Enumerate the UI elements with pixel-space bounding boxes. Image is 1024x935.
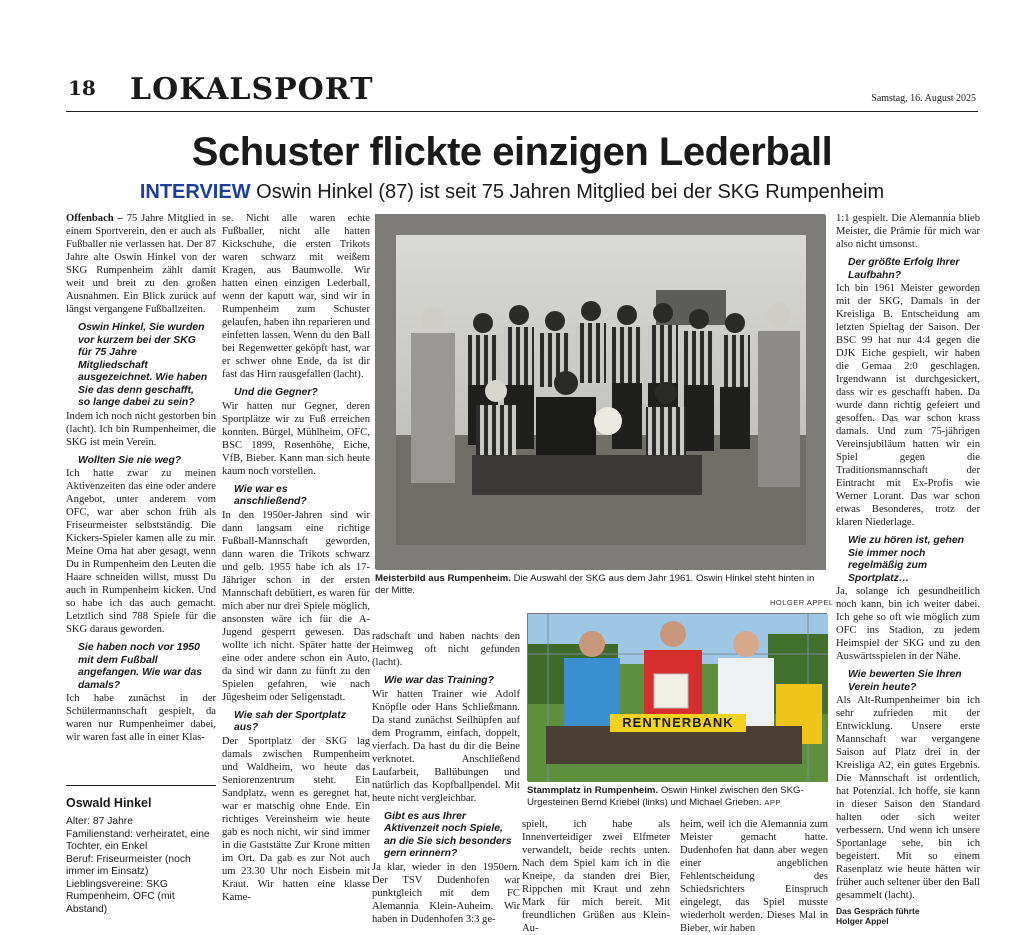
profile-rule xyxy=(66,785,216,786)
question: Oswin Hinkel, Sie wurden vor kurzem bei der SKG für 75 Jahre Mitgliedschaft ausgezeichnet. Wie haben Sie das denn geschafft, so lange dabei zu sein? xyxy=(78,322,208,408)
column-6 xyxy=(836,212,980,926)
profile-name: Oswald Hinkel xyxy=(66,796,152,810)
page-number: 18 xyxy=(68,76,96,100)
photo-2-caption xyxy=(527,785,827,808)
answer: Wir hatten Trainer wie Adolf Knöpfle oder Hans Schließmann. Da stand zunächst Seilhüpfen auf dem Programm, einfach, doppelt, vierfach. Da hast du dir die Beine verknotet. Anschließend Laufarbeit, Ballübungen und natürlich das Kopfballpendel. Mit heute nicht vergleichbar. xyxy=(372,688,520,804)
issue-date: Samstag, 16. August 2025 xyxy=(871,93,976,104)
profile-line: Familienstand: verheiratet, eine Tochter, ein Enkel xyxy=(66,828,210,852)
column-3 xyxy=(372,630,520,925)
section-title: LOKALSPORT xyxy=(130,72,374,107)
answer: 1:1 gespielt. Die Alemannia blieb Meister, die Prämie für mich war also nicht umsonst. xyxy=(836,213,980,250)
subheadline xyxy=(0,181,1024,204)
caption-text: Oswin Hinkel zwischen den SKG-Urgesteinen Bernd Kriebel (links) und Michael Grieben. xyxy=(527,785,804,808)
profile-line: Alter: 87 Jahre xyxy=(66,816,133,827)
dateline: Offenbach – xyxy=(66,213,123,224)
answer: Ich habe zunächst in der Schülermannschaft gespielt, da waren nur Rumpenheimer dabei, wir waren fast alle in einer Klas- xyxy=(66,693,216,743)
subheadline-text: Oswin Hinkel (87) ist seit 75 Jahren Mitglied bei der SKG Rumpenheim xyxy=(256,181,885,203)
caption-title: Stammplatz in Rumpenheim. xyxy=(527,785,659,796)
bench-photo-image xyxy=(528,614,828,782)
question: Der größte Erfolg Ihrer Laufbahn? xyxy=(848,257,960,281)
answer: Ich hatte zwar zu meinen Aktivenzeiten das eine oder andere Angebot, unter anderem vom OFC, war aber schon früh als Friseurmeister selbstständig. Die Kickers-Spieler kamen alle zu mir. Meine Oma hat aber gesagt, wenn Du in Rumpenheim den Leuten die Haare schneiden willst, musst Du auch in Rumpenheim kicken. Und so habe ich das auch gemacht. Letztlich sind 788 Spiele für die SKG daraus geworden. xyxy=(66,468,216,635)
masthead-rule xyxy=(66,111,978,112)
question: Wie sah der Sportplatz aus? xyxy=(234,709,346,733)
column-2 xyxy=(222,212,370,917)
profile-line: Lieblingsvereine: SKG Rumpenheim, OFC (mit Abstand) xyxy=(66,878,175,915)
answer: Ja, solange ich gesundheitlich noch kann, bin ich weiter dabei. Ich gehe so oft wie möglich zum OFC ins Stadion, zu jedem Heimspiel der SKG und zu den Auswärtsspielen in der Nähe. xyxy=(836,586,980,662)
profile-line: Beruf: Friseurmeister (noch immer im Einsatz) xyxy=(66,853,191,877)
answer: Der Sportplatz der SKG lag damals zwischen Rumpenheim und Waldheim, wo heute das Seniorenzentrum steht. Ein Sandplatz, wenn es geregnet hat, war er matschig ohne Ende. Ein richtiges Vereinsheim wie heute gab es noch nicht, wir sind immer in die Gaststätte Zur Krone mitten im Ort. Da gab es zur Not auch um 23.30 Uhr noch Eisbein mit Kraut. Wir hatten eine klasse Kame- xyxy=(222,735,370,903)
question: Wie zu hören ist, gehen Sie immer noch regelmäßig zum Sportplatz… xyxy=(848,535,964,584)
author-signature xyxy=(836,906,980,926)
signature-line-1: Das Gespräch führte xyxy=(836,906,920,916)
column-4 xyxy=(522,818,670,934)
photo-2-credit: APP xyxy=(764,797,781,807)
caption-text: Die Auswahl der SKG aus dem Jahr 1961. Oswin Hinkel steht hinten in der Mitte. xyxy=(375,573,815,596)
question: Wollten Sie nie weg? xyxy=(78,454,182,466)
question: Wie bewerten Sie Ihren Verein heute? xyxy=(848,669,962,693)
bench-sign-text: RENTNERBANK xyxy=(622,715,734,730)
answer: heim, weil ich die Alemannia zum Meister gemacht hatte. Dudenhofen hat dann aber wegen einer angeblichen Fehlentscheidung des Schiedsrichters Einspruch eingelegt, das Spiel musste wiederholt werden. Dieses Mal in Bieber, wir haben xyxy=(680,819,828,934)
column-5 xyxy=(680,818,828,934)
team-photo-image xyxy=(376,215,826,570)
column-1 xyxy=(66,212,216,777)
signature-line-2: Holger Appel xyxy=(836,916,889,926)
answer: Ich bin 1961 Meister geworden mit der SKG, Damals in der Kreisliga B. Entscheidung am letzten Spieltag der Saison. Der BSC 99 hat nur 4:4 gegen die DJK Eiche gespielt, wir haben die Gemaa 2:0 geschlagen. Irgendwann ist durchgesickert, dass wir es geschafft haben. Da wurde dann richtig gefeiert und gesoffen. Das war schon krass damals. Und zum 75-jährigen Vereinsjubiläum hatten wir ein Spiel gegen die Traditionsmannschaft der Eintracht mit Ex-Profis wie Werner Lorant. Das war schon etwas Besonderes, trotz der klaren Niederlage. xyxy=(836,283,980,528)
answer: In den 1950er-Jahren sind wir dann langsam eine richtige Fußball-Mannschaft geworden, dann waren die Trikots schwarz und gelb. 1955 habe ich als 17-Jähriger schon in der ersten Mannschaft debütiert, es waren für mich aber nur drei Spiele möglich, ansonsten wäre ich für die A-Jugend gesperrt gewesen. Das wollte ich nicht. Später hatte der eine oder andere schon ein Auto, da sind wir dann zu fünft zu den Spielen gefahren, wie nach Jügesheim oder Seligenstadt. xyxy=(222,509,370,703)
question: Und die Gegner? xyxy=(234,387,318,398)
answer: Als Alt-Rumpenheimer bin ich sehr zufrieden mit der Entwicklung. Unsere erste Mannschaft war vergangene Saison auf Platz drei in der Kreisliga A2, ein gutes Ergebnis. Die Mannschaft ist ordentlich, hat Potenzial. Ich hoffe, sie kann in dieser Saison den Standard halten oder sich weiter verbessern. Und wenn ich unsere Sportanlage sehe, bin ich begeistert. Mit so einem Rasenplatz wie heute hätten wir früher auch seltener über den Ball gesammelt (lacht). xyxy=(836,695,980,901)
question: Wie war es anschließend? xyxy=(234,483,307,507)
bench-photo xyxy=(527,613,827,781)
photo-1-credit: HOLGER APPEL xyxy=(770,598,834,607)
answer: radschaft und haben nachts den Heimweg oft nicht gefunden (lacht). xyxy=(372,631,520,668)
intro-text: 75 Jahre Mitglied in einem Sportverein, den er auch als Fußballer nie verlassen hat. Der 87 Jahre alte Oswin Hinkel von der SKG Rumpenheim zählt damit weit und breit zu den großen Ausnahmen. Ein Blick zurück auf längst vergangene Fußballzeiten. xyxy=(66,213,216,315)
team-photo-1961 xyxy=(375,214,825,569)
profile-box xyxy=(66,785,216,925)
subheadline-kicker: INTERVIEW xyxy=(139,181,251,203)
headline: Schuster flickte einzigen Lederball xyxy=(191,130,833,174)
question: Sie haben noch vor 1950 mit dem Fußball angefangen. Wie war das damals? xyxy=(78,642,203,691)
caption-title: Meisterbild aus Rumpenheim. xyxy=(375,573,511,584)
photo-1-caption xyxy=(375,573,827,596)
answer: se. Nicht alle waren echte Fußballer, nicht alle hatten Kickschuhe, die ersten Trikots waren schwarz mit weißem Kragen, aus Baumwolle. Wir hatten einen einzigen Lederball, wenn der kaputt war, sind wir in Rumpenheim zum Schuster gelaufen, haben ihn reparieren und einfetten lassen. Wenn du den Ball bei Regenwetter geköpft hast, war er schwer ohne Ende, da ist dir fast das Hirn rausgefallen (lacht). xyxy=(222,213,370,380)
answer: Ja klar, wieder in den 1950ern. Der TSV Dudenhofen war punktgleich mit dem FC Alemannia Klein-Auheim. Wir haben in Dudenhofen 3:3 ge- xyxy=(372,861,520,925)
question: Gibt es aus Ihrer Aktivenzeit noch Spiele, an die Sie sich besonders gern erinnern? xyxy=(384,810,512,859)
answer: Indem ich noch nicht gestorben bin (lacht). Ich bin Rumpenheimer, die SKG ist mein Verein. xyxy=(66,410,216,448)
answer: Wir hatten nur Gegner, deren Sportplätze wir zu Fuß erreichen konnten. Bürgel, Mühlheim, OFC, BSC 1899, Rosenhöhe, Eiche, VfB, Bieber. Kann man sich heute kaum noch vorstellen. xyxy=(222,400,370,477)
question: Wie war das Training? xyxy=(384,675,494,686)
answer: spielt, ich habe als Innenverteidiger zwei Elfmeter verwandelt, beide rechts unten. Nach dem Spiel kam ich in die Kneipe, da standen drei Bier, Rippchen mit Kraut und zehn Mark für mich bereit. Mit freundlichen Grüßen aus Klein-Au- xyxy=(522,819,670,934)
